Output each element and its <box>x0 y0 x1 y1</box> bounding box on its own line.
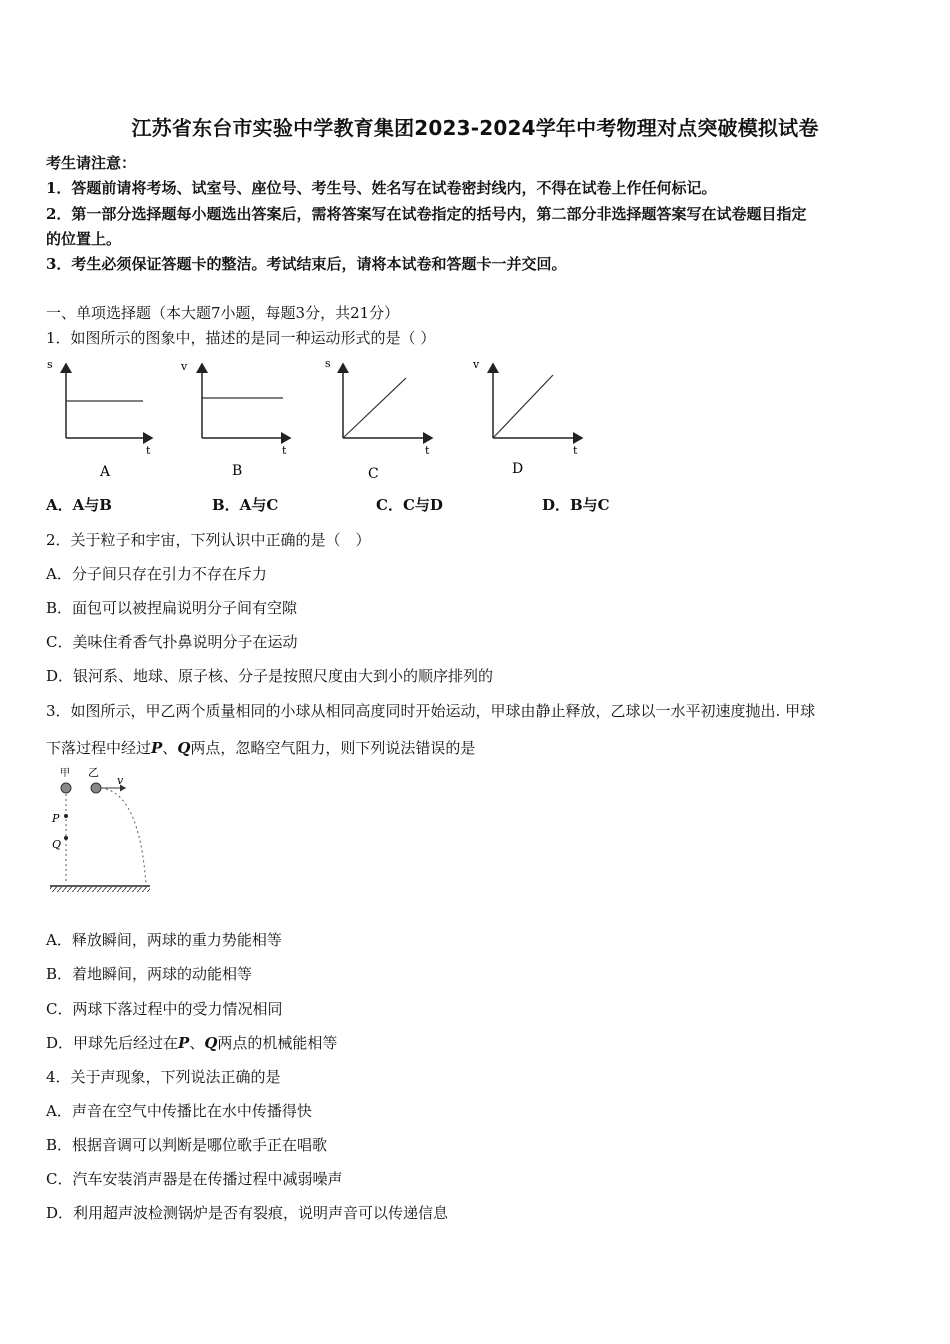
ball-yi <box>91 783 101 793</box>
ball-yi-label: 乙 <box>88 766 99 779</box>
q3-stem-text-b: 两点，忽略空气阻力，则下列说法错误的是 <box>190 739 476 757</box>
q3-stem-line1: 3．如图所示，甲乙两个质量相同的小球从相同高度同时开始运动，甲球由静止释放，乙球以一水平初速度抛出. 甲球 <box>46 702 816 720</box>
q1-stem: 1．如图所示的图象中，描述的是同一种运动形式的是（ ） <box>46 329 436 347</box>
graph-c-x-label: t <box>425 444 430 457</box>
q3-stem-sep: 、 <box>162 739 178 757</box>
q1-option-a[interactable]: A．A与B <box>46 496 112 514</box>
projectile-path <box>101 788 146 884</box>
notice-item-3: 3．考生必须保证答题卡的整洁。考试结束后，请将本试卷和答题卡一并交回。 <box>46 255 567 273</box>
q3-stem-line2 <box>46 737 475 758</box>
q3-option-d-text-a: D．甲球先后经过在 <box>46 1034 179 1052</box>
q3-option-d-sep: 、 <box>189 1034 205 1052</box>
graph-a-label: A <box>100 464 111 480</box>
ball-jia-label: 甲 <box>60 768 70 779</box>
q3-stem-q: Q <box>177 739 191 757</box>
notice-item-1: 1．答题前请将考场、试室号、座位号、考生号、姓名写在试卷密封线内，不得在试卷上作任何标记。 <box>46 179 717 197</box>
graph-d <box>472 358 582 477</box>
q4-option-a[interactable]: A．声音在空气中传播比在水中传播得快 <box>46 1102 312 1120</box>
notice-item-2: 2．第一部分选择题每小题选出答案后，需将答案写在试卷指定的括号内，第二部分非选择题答案写在试卷题目指定 <box>46 205 807 223</box>
q4-option-d[interactable]: D．利用超声波检测锅炉是否有裂痕，说明声音可以传递信息 <box>46 1204 449 1222</box>
q3-option-d-text-b: 两点的机械能相等 <box>217 1034 338 1052</box>
graph-b-x-label: t <box>282 444 287 457</box>
q1-option-c[interactable]: C．C与D <box>376 496 443 514</box>
graph-d-y-label: v <box>473 358 480 371</box>
graph-d-label: D <box>512 461 524 477</box>
q4-option-c[interactable]: C．汽车安装消声器是在传播过程中减弱噪声 <box>46 1170 343 1188</box>
graph-c <box>325 357 432 482</box>
graph-a-y-label: s <box>47 358 53 371</box>
velocity-label: v <box>117 774 124 787</box>
notice-item-2-cont: 的位置上。 <box>46 230 122 248</box>
graph-b-label: B <box>232 463 243 479</box>
graph-c-label: C <box>368 466 379 482</box>
q4-option-b[interactable]: B．根据音调可以判断是哪位歌手正在唱歌 <box>46 1136 328 1154</box>
q3-option-d-q: Q <box>204 1034 218 1052</box>
q3-option-a[interactable]: A．释放瞬间，两球的重力势能相等 <box>46 931 282 949</box>
exam-title: 江苏省东台市实验中学教育集团2023-2024学年中考物理对点突破模拟试卷 <box>131 116 819 140</box>
q3-option-d-p: P <box>178 1034 190 1052</box>
q2-option-b[interactable]: B．面包可以被捏扁说明分子间有空隙 <box>46 599 298 617</box>
ground <box>50 887 150 892</box>
graph-b <box>180 360 290 479</box>
graph-a-x-label: t <box>146 444 151 457</box>
notice-heading: 考生请注意： <box>46 154 137 172</box>
q2-option-d[interactable]: D．银河系、地球、原子核、分子是按照尺度由大到小的顺序排列的 <box>46 667 494 685</box>
q3-figure <box>44 764 164 896</box>
q1-option-d[interactable]: D．B与C <box>542 496 610 514</box>
q3-option-c[interactable]: C．两球下落过程中的受力情况相同 <box>46 1000 283 1018</box>
q3-stem-text-a: 下落过程中经过 <box>46 739 152 757</box>
q3-option-d[interactable] <box>46 1032 337 1053</box>
q4-stem: 4．关于声现象，下列说法正确的是 <box>46 1068 281 1086</box>
graph-a <box>47 358 152 480</box>
q1-graphs <box>40 350 600 485</box>
q3-option-b[interactable]: B．着地瞬间，两球的动能相等 <box>46 965 253 983</box>
graph-c-y-label: s <box>325 357 331 370</box>
graph-d-x-label: t <box>573 444 578 457</box>
q2-stem: 2．关于粒子和宇宙，下列认识中正确的是（ ） <box>46 531 371 549</box>
point-q-label: Q <box>52 838 62 851</box>
graph-b-y-label: v <box>181 360 188 373</box>
q3-stem-p: P <box>151 739 163 757</box>
section-heading: 一、单项选择题（本大题7小题，每题3分，共21分） <box>46 304 400 322</box>
q2-option-c[interactable]: C．美味住肴香气扑鼻说明分子在运动 <box>46 633 298 651</box>
q1-option-b[interactable]: B．A与C <box>212 496 279 514</box>
q2-option-a[interactable]: A．分子间只存在引力不存在斥力 <box>46 565 267 583</box>
ball-jia <box>61 783 71 793</box>
point-p-label: P <box>52 812 60 825</box>
